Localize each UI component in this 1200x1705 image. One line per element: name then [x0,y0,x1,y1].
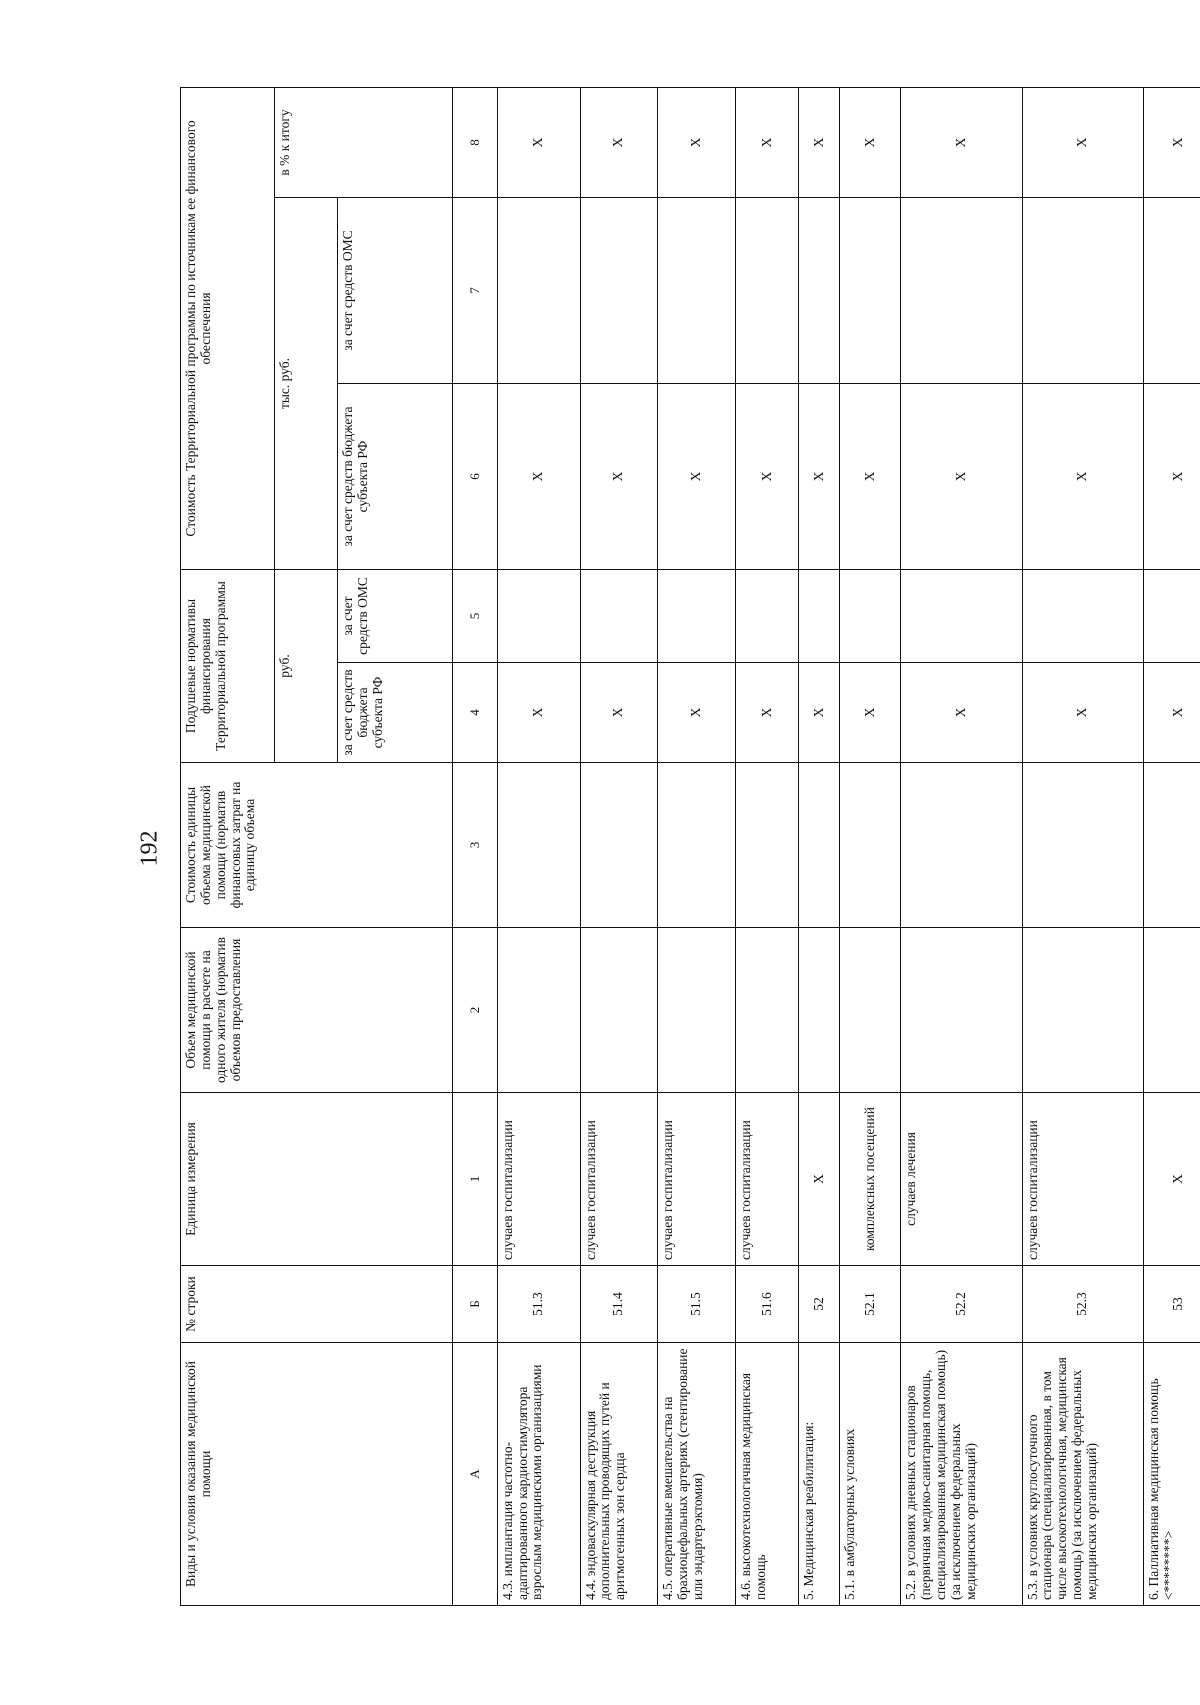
col-number-cell: Б [453,1266,498,1343]
row-name: 5. Медицинская реабилитация: [799,1343,839,1606]
row-unit: случаев лечения [901,1093,1022,1266]
col-number-cell: 1 [453,1093,498,1266]
header-col-6: за счет средств бюджета субъекта РФ [338,383,453,569]
row-c6: X [497,383,580,569]
row-c8: X [839,87,901,197]
row-unit: случаев госпитализации [1022,1093,1143,1266]
row-line: 51.4 [580,1266,658,1343]
row-c4: X [658,663,736,763]
row-unit: случаев госпитализации [735,1093,799,1266]
header-col-7: за счет средств ОМС [338,197,453,383]
row-line: 51.5 [658,1266,736,1343]
row-line: 53 [1143,1266,1200,1343]
header-col-4: за счет средств бюджета субъекта РФ [338,663,453,763]
row-c8: X [1143,87,1200,197]
table-row [1022,87,1143,1605]
row-name: 4.4. эндоваскулярная деструкция дополнительных проводящих путей и аритмогенных зон сердца [580,1343,658,1606]
header-group-norm: Подушевые нормативы финансирования Территориальной программы [181,569,275,762]
row-unit: X [1143,1093,1200,1266]
row-name: 5.3. в условиях круглосуточного стационара (специализированная, в том числе высокотехнологичная, медицинская помощь) (за исключением федеральных медицинских организаций) [1022,1343,1143,1606]
row-c4: X [839,663,901,763]
header-col-2: Объем медицинской помощи в расчете на одного жителя (норматив объемов предоставления [181,928,453,1093]
row-name: 5.2. в условиях дневных стационаров (первичная медико-санитарная помощь, специализированная медицинская помощь) (за исключением федеральных медицинских организаций) [901,1343,1022,1606]
row-name: 4.6. высокотехнологичная медицинская помощь [735,1343,799,1606]
col-number-cell: 8 [453,87,498,197]
row-line: 52.1 [839,1266,901,1343]
table-row [580,87,658,1605]
header-norm-unit: руб. [274,569,338,762]
row-line: 52.3 [1022,1266,1143,1343]
row-name: 4.3. имплантация частотно-адаптированного кардиостимулятора взрослым медицинскими организациями [497,1343,580,1606]
row-c8: X [658,87,736,197]
row-c8: X [901,87,1022,197]
row-c6: X [658,383,736,569]
row-line: 51.3 [497,1266,580,1343]
table-row [658,87,736,1605]
row-c8: X [799,87,839,197]
table-row [839,87,901,1605]
col-number-cell: 7 [453,197,498,383]
row-c6: X [1022,383,1143,569]
header-cost-unit: тыс. руб. [274,197,338,569]
col-number-cell: 3 [453,763,498,928]
table-row [901,87,1022,1605]
row-unit: комплексных посещений [839,1093,901,1266]
header-col-8: в % к итогу [274,87,453,197]
row-c6: X [839,383,901,569]
row-unit: случаев госпитализации [658,1093,736,1266]
col-number-cell: А [453,1343,498,1606]
header-group-cost: Стоимость Территориальной программы по источникам ее финансового обеспечения [181,87,275,569]
row-unit: случаев госпитализации [580,1093,658,1266]
header-col-a: Виды и условия оказания медицинской помощи [181,1343,453,1606]
col-number-cell: 2 [453,928,498,1093]
page-number: 192 [136,830,163,867]
table-row [735,87,799,1605]
header-col-b: № строки [181,1266,453,1343]
row-c6: X [580,383,658,569]
header-col-1: Единица измерения [181,1093,453,1266]
row-c4: X [1022,663,1143,763]
row-c6: X [901,383,1022,569]
row-c4: X [1143,663,1200,763]
row-c6: X [735,383,799,569]
row-unit: X [799,1093,839,1266]
row-name: 6. Паллиативная медицинская помощь <********> [1143,1343,1200,1606]
table-row [497,87,580,1605]
row-c8: X [1022,87,1143,197]
row-c4: X [799,663,839,763]
header-col-5: за счет средств ОМС [338,569,453,662]
row-c4: X [580,663,658,763]
row-name: 4.5. оперативные вмешательства на брахиоцефальных артериях (стентирование или эндартерэктомия) [658,1343,736,1606]
row-c4: X [497,663,580,763]
row-c6: X [799,383,839,569]
col-number-cell: 4 [453,663,498,763]
table-row [1143,87,1200,1605]
col-number-cell: 6 [453,383,498,569]
rotated-table-wrapper [180,88,1200,1606]
row-name: 5.1. в амбулаторных условиях [839,1343,901,1606]
row-c6: X [1143,383,1200,569]
col-number-cell: 5 [453,569,498,662]
table-row [799,87,839,1605]
row-line: 51.6 [735,1266,799,1343]
table-frame [180,88,1200,1606]
header-col-3: Стоимость единицы объема медицинской помощи (норматив финансовых затрат на единицу объема [181,763,453,928]
row-c4: X [735,663,799,763]
row-unit: случаев госпитализации [497,1093,580,1266]
row-line: 52.2 [901,1266,1022,1343]
financing-table [180,87,1200,1606]
row-c4: X [901,663,1022,763]
row-c8: X [497,87,580,197]
row-line: 52 [799,1266,839,1343]
row-c8: X [580,87,658,197]
row-c8: X [735,87,799,197]
